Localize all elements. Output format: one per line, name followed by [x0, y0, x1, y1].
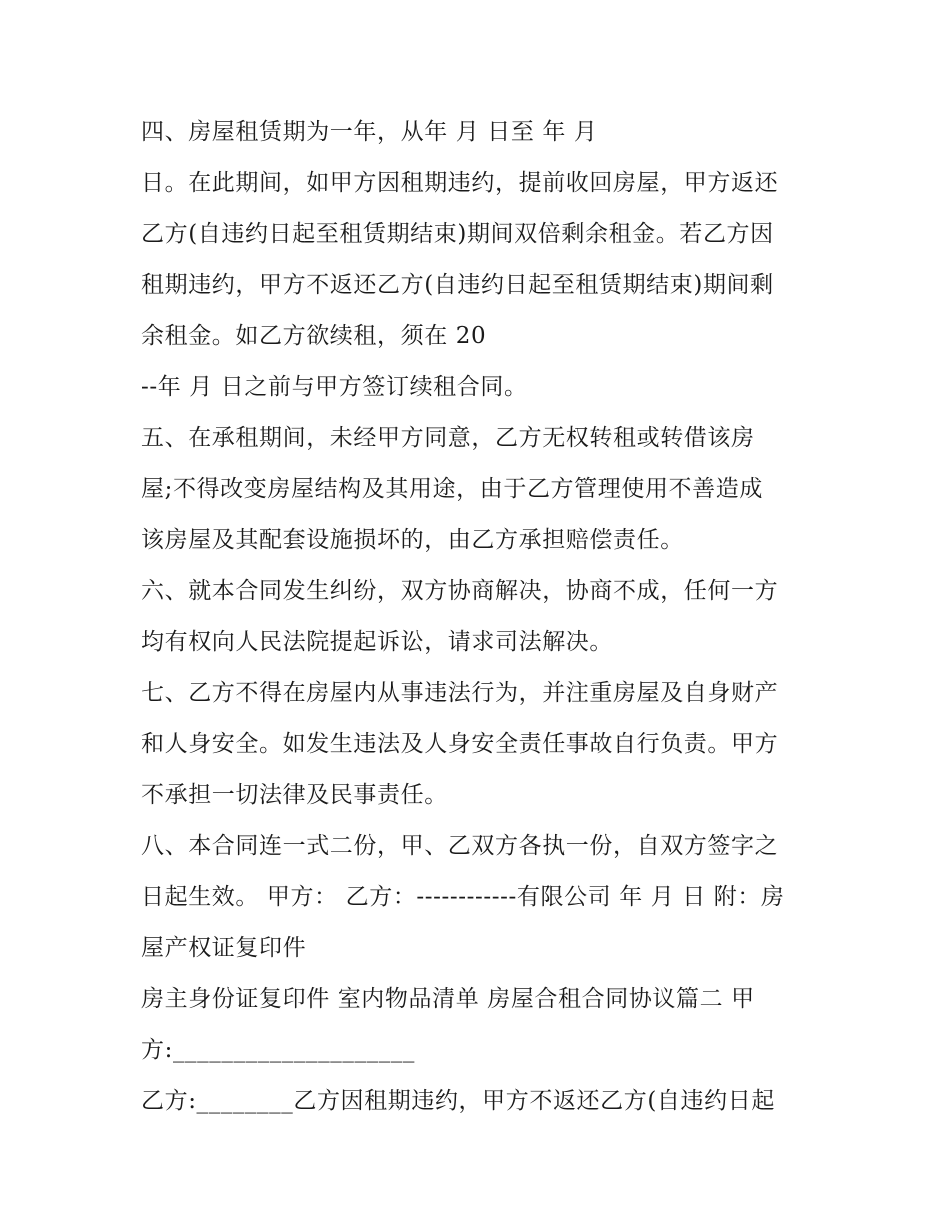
text-line-5: 余租金。如乙方欲续租，须在 20 — [141, 323, 487, 349]
text-line-6: --年 月 日之前与甲方签订续租合同。 — [141, 374, 528, 400]
text-line-1: 四、房屋租赁期为一年，从年 月 日至 年 月 — [141, 119, 598, 145]
text-line-20: 乙方:________乙方因租期违约，甲方不返还乙方(自违约日起 — [141, 1088, 775, 1114]
text-line-2: 日。在此期间，如甲方因租期违约，提前收回房屋，甲方返还 — [141, 170, 779, 196]
text-line-13: 和人身安全。如发生违法及人身安全责任事故自行负责。甲方 — [141, 731, 779, 757]
text-line-12: 七、乙方不得在房屋内从事违法行为，并注重房屋及自身财产 — [141, 680, 779, 706]
text-line-9: 该房屋及其配套设施损坏的，由乙方承担赔偿责任。 — [141, 527, 684, 553]
text-line-16: 日起生效。 甲方： 乙方：------------有限公司 年 月 日 附：房 — [141, 884, 785, 910]
text-line-8: 屋;不得改变房屋结构及其用途，由于乙方管理使用不善造成 — [141, 476, 763, 502]
text-line-14: 不承担一切法律及民事责任。 — [141, 782, 448, 808]
text-line-4: 租期违约，甲方不返还乙方(自违约日起至租赁期结束)期间剩 — [141, 272, 774, 298]
text-line-10: 六、就本合同发生纠纷，双方协商解决，协商不成，任何一方 — [141, 578, 779, 604]
text-line-17: 屋产权证复印件 — [141, 935, 307, 961]
text-line-3: 乙方(自违约日起至租赁期结束)期间双倍剩余租金。若乙方因 — [141, 221, 774, 247]
document-body — [141, 107, 821, 1127]
text-line-11: 均有权向人民法院提起诉讼，请求司法解决。 — [141, 629, 613, 655]
text-line-18: 房主身份证复印件 室内物品清单 房屋合租合同协议篇二 甲 — [141, 986, 755, 1012]
text-line-7: 五、在承租期间，未经甲方同意，乙方无权转租或转借该房 — [141, 425, 755, 451]
text-line-19: 方:____________________ — [141, 1037, 415, 1063]
text-line-15: 八、本合同连一式二份，甲、乙双方各执一份，自双方签字之 — [141, 833, 779, 859]
